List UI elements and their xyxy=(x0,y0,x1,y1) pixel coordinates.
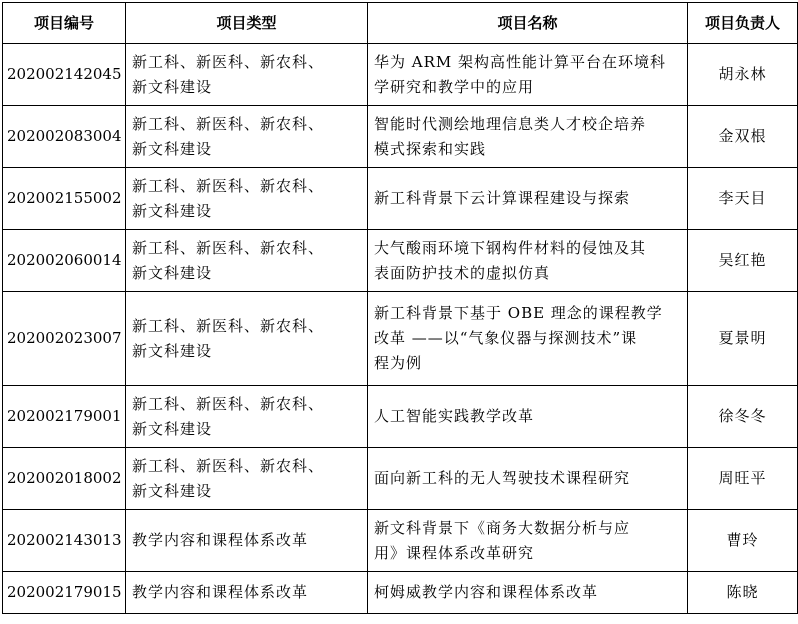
table-row xyxy=(3,448,798,510)
cell-name-line: 新工科背景下云计算课程建设与探索 xyxy=(374,189,631,207)
cell-code: 202002060014 xyxy=(3,230,126,292)
cell-type-line: 新工科、新医科、新农科、 xyxy=(132,52,325,71)
cell-type-line: 教学内容和课程体系改革 xyxy=(132,583,309,601)
projects-table xyxy=(2,2,798,614)
table-row xyxy=(3,292,798,386)
table-row xyxy=(3,510,798,572)
header-name: 项目名称 xyxy=(368,3,688,44)
cell-type xyxy=(126,572,368,614)
cell-name-line: 程为例 xyxy=(374,354,423,372)
cell-type-line: 新文科建设 xyxy=(132,419,213,438)
cell-name xyxy=(368,292,688,386)
cell-name xyxy=(368,386,688,448)
table-row xyxy=(3,386,798,448)
cell-name-line: 人工智能实践教学改革 xyxy=(374,407,535,425)
cell-code: 202002018002 xyxy=(3,448,126,510)
cell-type-line: 新文科建设 xyxy=(132,263,213,282)
cell-name xyxy=(368,230,688,292)
cell-code: 202002143013 xyxy=(3,510,126,572)
cell-type-line: 新工科、新医科、新农科、 xyxy=(132,114,325,133)
cell-name xyxy=(368,448,688,510)
cell-leader: 李天目 xyxy=(688,168,798,230)
table-row xyxy=(3,230,798,292)
cell-type-line: 新工科、新医科、新农科、 xyxy=(132,456,325,475)
cell-type-line: 新文科建设 xyxy=(132,201,213,220)
cell-name xyxy=(368,106,688,168)
cell-name xyxy=(368,44,688,106)
table-row xyxy=(3,168,798,230)
cell-type xyxy=(126,44,368,106)
cell-type xyxy=(126,168,368,230)
cell-type xyxy=(126,230,368,292)
cell-type-line: 新工科、新医科、新农科、 xyxy=(132,316,325,335)
cell-name-line: 新工科背景下基于 OBE 理念的课程教学 xyxy=(374,304,663,322)
header-code: 项目编号 xyxy=(3,3,126,44)
cell-leader: 胡永林 xyxy=(688,44,798,106)
cell-type xyxy=(126,106,368,168)
cell-name-line: 智能时代测绘地理信息类人才校企培养 xyxy=(374,114,647,133)
cell-code: 202002179001 xyxy=(3,386,126,448)
cell-type-line: 新工科、新医科、新农科、 xyxy=(132,238,325,257)
cell-type-line: 新文科建设 xyxy=(132,341,213,360)
cell-code: 202002142045 xyxy=(3,44,126,106)
cell-code: 202002023007 xyxy=(3,292,126,386)
table-header-row xyxy=(3,3,798,44)
cell-type xyxy=(126,510,368,572)
cell-name-line: 大气酸雨环境下钢构件材料的侵蚀及其 xyxy=(374,238,647,257)
header-leader: 项目负责人 xyxy=(688,3,798,44)
cell-leader: 金双根 xyxy=(688,106,798,168)
cell-type-line: 新工科、新医科、新农科、 xyxy=(132,176,325,195)
cell-type-line: 教学内容和课程体系改革 xyxy=(132,531,309,549)
cell-leader: 徐冬冬 xyxy=(688,386,798,448)
cell-name-line: 新文科背景下《商务大数据分析与应 xyxy=(374,518,631,537)
cell-name-line: 用》课程体系改革研究 xyxy=(374,543,535,562)
cell-name xyxy=(368,572,688,614)
cell-name-line: 改革 ——以“气象仪器与探测技术”课 xyxy=(374,329,638,347)
cell-leader: 周旺平 xyxy=(688,448,798,510)
cell-name-line: 面向新工科的无人驾驶技术课程研究 xyxy=(374,469,631,487)
cell-type-line: 新文科建设 xyxy=(132,139,213,158)
cell-type-line: 新工科、新医科、新农科、 xyxy=(132,394,325,413)
table-row xyxy=(3,572,798,614)
cell-name xyxy=(368,168,688,230)
table-row xyxy=(3,106,798,168)
cell-type-line: 新文科建设 xyxy=(132,77,213,96)
cell-type xyxy=(126,386,368,448)
cell-name-line: 模式探索和实践 xyxy=(374,139,487,158)
cell-type xyxy=(126,292,368,386)
cell-leader: 陈晓 xyxy=(688,572,798,614)
header-type: 项目类型 xyxy=(126,3,368,44)
table-row xyxy=(3,44,798,106)
cell-type xyxy=(126,448,368,510)
cell-code: 202002179015 xyxy=(3,572,126,614)
cell-name-line: 表面防护技术的虚拟仿真 xyxy=(374,263,551,282)
table-body xyxy=(3,44,798,614)
cell-name xyxy=(368,510,688,572)
cell-leader: 夏景明 xyxy=(688,292,798,386)
cell-type-line: 新文科建设 xyxy=(132,481,213,500)
cell-name-line: 柯姆威教学内容和课程体系改革 xyxy=(374,583,599,601)
cell-leader: 吴红艳 xyxy=(688,230,798,292)
cell-name-line: 学研究和教学中的应用 xyxy=(374,77,535,96)
cell-leader: 曹玲 xyxy=(688,510,798,572)
cell-code: 202002083004 xyxy=(3,106,126,168)
cell-code: 202002155002 xyxy=(3,168,126,230)
cell-name-line: 华为 ARM 架构高性能计算平台在环境科 xyxy=(374,52,667,71)
